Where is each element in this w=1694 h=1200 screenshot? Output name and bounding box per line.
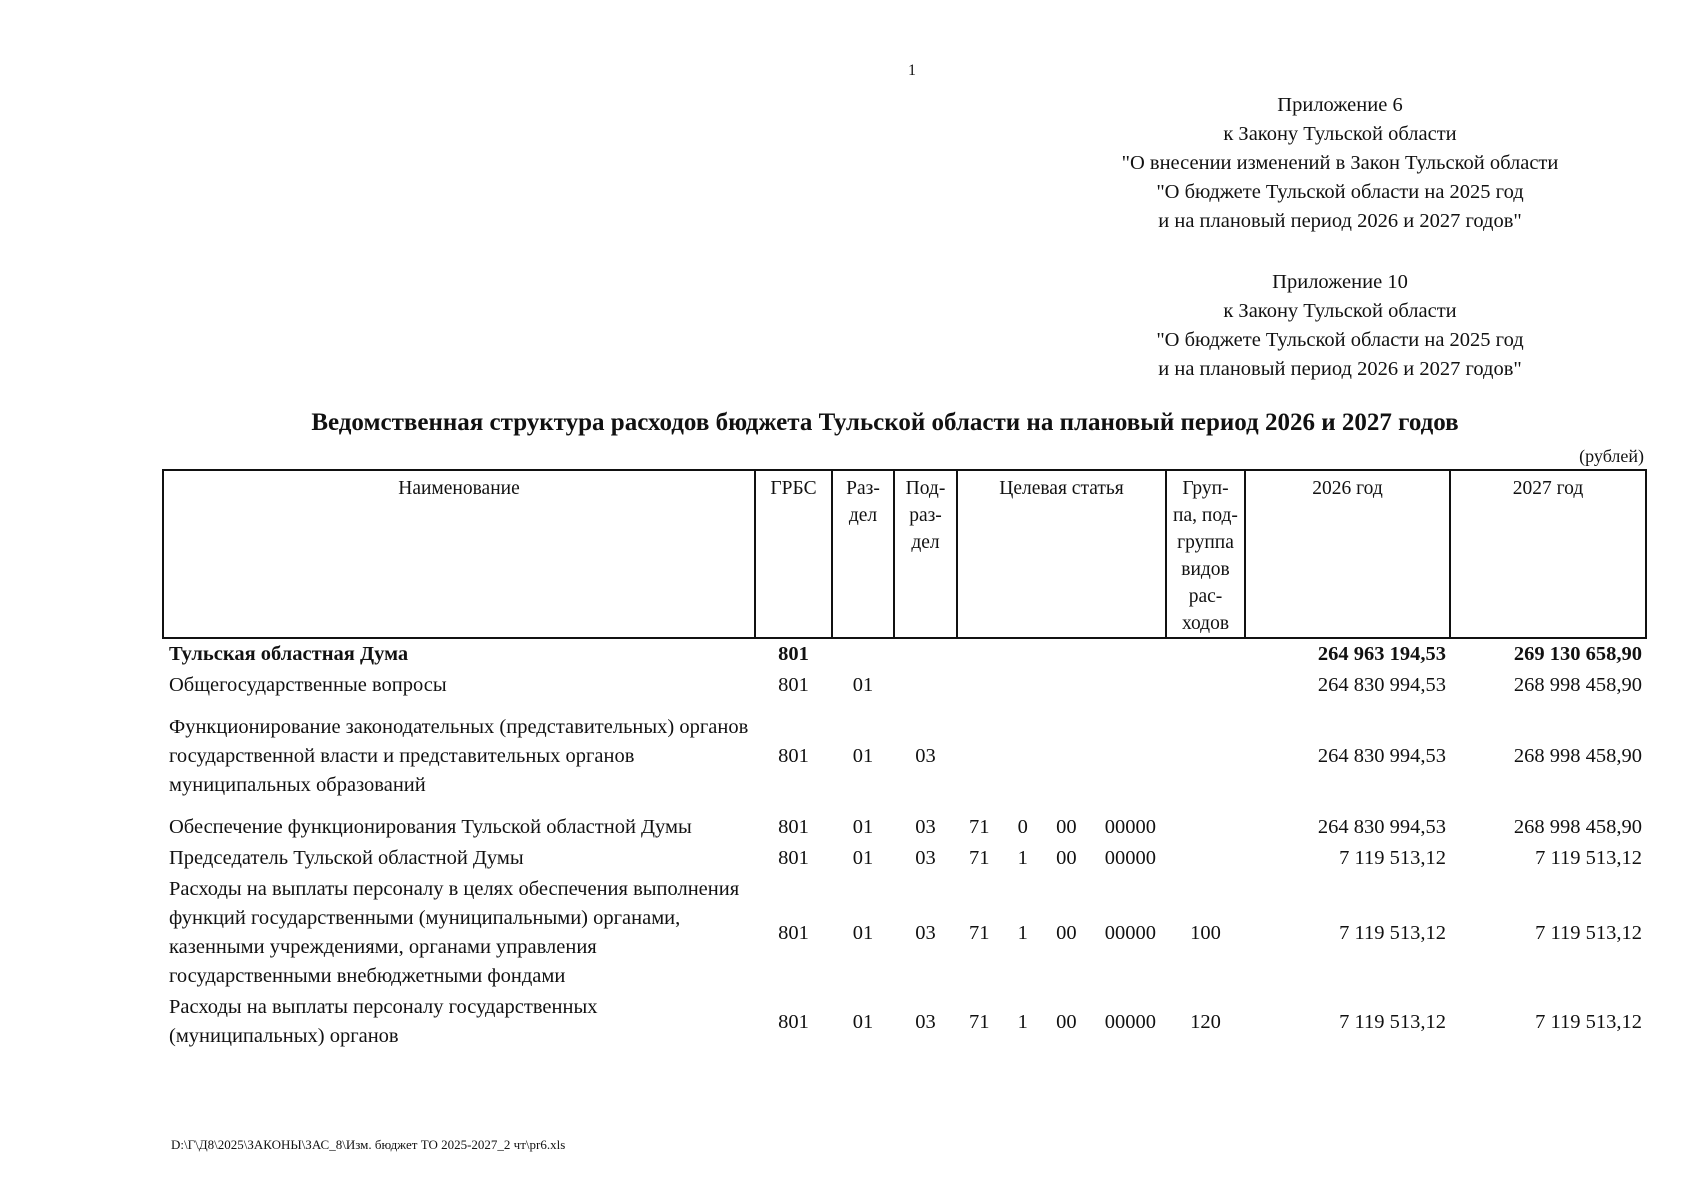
row-name: Расходы на выплаты персоналу государственных (муниципальных) органов bbox=[169, 996, 598, 1047]
table-row bbox=[163, 670, 1646, 701]
row-2027: 7 119 513,12 bbox=[1535, 921, 1642, 944]
row-2026: 7 119 513,12 bbox=[1339, 1010, 1446, 1033]
table-row bbox=[163, 638, 1646, 670]
row-2026: 264 830 994,53 bbox=[1317, 816, 1446, 838]
row-2026: 264 830 994,53 bbox=[1317, 745, 1446, 767]
row-2026: 264 830 994,53 bbox=[1317, 674, 1446, 696]
header-expense-group: Груп- па, под- группа видов рас- ходов bbox=[1166, 470, 1245, 638]
row-target-article: 71 0 00 00000 bbox=[969, 816, 1156, 838]
row-target-article bbox=[957, 701, 1166, 812]
row-podrazdel: 03 bbox=[915, 921, 936, 944]
row-grbs: 801 bbox=[778, 921, 809, 944]
header-target-article: Целевая статья bbox=[957, 470, 1166, 638]
annex-6-line: Приложение 6 bbox=[1277, 94, 1403, 116]
row-razdel: 01 bbox=[852, 847, 874, 869]
header-2027: 2027 год bbox=[1450, 470, 1646, 638]
header-razdel: Раз- дел bbox=[832, 470, 894, 638]
header-2026: 2026 год bbox=[1245, 470, 1450, 638]
row-group bbox=[1166, 812, 1245, 843]
row-razdel: 01 bbox=[852, 674, 874, 696]
table-row bbox=[163, 812, 1646, 843]
row-podrazdel bbox=[894, 670, 957, 701]
row-grbs: 801 bbox=[778, 816, 809, 838]
document-title: Ведомственная структура расходов бюджета Тульской области на плановый период 2026 и 2027 годов bbox=[311, 409, 1459, 436]
annex-10-line: к Закону Тульской области bbox=[1223, 300, 1457, 322]
row-grbs: 801 bbox=[778, 674, 809, 696]
row-razdel: 01 bbox=[852, 745, 874, 767]
row-2027: 269 130 658,90 bbox=[1513, 643, 1642, 665]
row-podrazdel: 03 bbox=[915, 1010, 936, 1033]
row-grbs: 801 bbox=[778, 745, 809, 767]
row-grbs: 801 bbox=[778, 1010, 809, 1033]
row-podrazdel: 03 bbox=[915, 847, 936, 869]
row-razdel bbox=[832, 638, 894, 670]
annex-6-header bbox=[1080, 91, 1600, 236]
annex-6-line: "О внесении изменений в Закон Тульской области bbox=[1121, 152, 1559, 174]
budget-table bbox=[162, 469, 1647, 1052]
row-group: 100 bbox=[1190, 921, 1221, 944]
row-podrazdel: 03 bbox=[915, 745, 936, 767]
row-target-article: 71 1 00 00000 bbox=[969, 847, 1156, 869]
row-2026: 264 963 194,53 bbox=[1317, 643, 1446, 665]
row-2027: 268 998 458,90 bbox=[1513, 674, 1642, 696]
annex-10-line: и на плановый период 2026 и 2027 годов" bbox=[1158, 358, 1522, 380]
row-group bbox=[1166, 843, 1245, 874]
table-row bbox=[163, 874, 1646, 992]
row-target-article bbox=[957, 638, 1166, 670]
row-group bbox=[1166, 670, 1245, 701]
row-name: Обеспечение функционирования Тульской областной Думы bbox=[169, 816, 692, 838]
row-podrazdel bbox=[894, 638, 957, 670]
row-razdel: 01 bbox=[852, 1010, 874, 1033]
row-razdel: 01 bbox=[852, 921, 874, 944]
file-path-footer: D:\Г\Д8\2025\ЗАКОНЫ\ЗАС_8\Изм. бюджет ТО 2025-2027_2 чт\pr6.xls bbox=[171, 1137, 566, 1152]
annex-10-line: "О бюджете Тульской области на 2025 год bbox=[1156, 329, 1524, 351]
row-razdel: 01 bbox=[852, 816, 874, 838]
annex-6-line: "О бюджете Тульской области на 2025 год bbox=[1156, 181, 1524, 203]
row-target-article bbox=[957, 670, 1166, 701]
row-podrazdel: 03 bbox=[915, 816, 936, 838]
row-grbs: 801 bbox=[778, 847, 809, 869]
row-2027: 7 119 513,12 bbox=[1535, 1010, 1642, 1033]
table-header-row bbox=[163, 470, 1646, 638]
row-name: Общегосударственные вопросы bbox=[169, 674, 447, 696]
annex-10-line: Приложение 10 bbox=[1272, 271, 1408, 293]
table-row bbox=[163, 992, 1646, 1052]
row-name: Председатель Тульской областной Думы bbox=[169, 847, 524, 869]
row-group: 120 bbox=[1190, 1010, 1221, 1033]
row-target-article: 71 1 00 00000 bbox=[969, 921, 1156, 944]
row-name: Тульская областная Дума bbox=[169, 643, 409, 665]
units-label: (рублей) bbox=[1579, 446, 1644, 466]
table-row bbox=[163, 843, 1646, 874]
header-name: Наименование bbox=[163, 470, 755, 638]
row-grbs: 801 bbox=[778, 643, 809, 665]
row-group bbox=[1166, 638, 1245, 670]
annex-10-header bbox=[1090, 268, 1590, 384]
header-grbs: ГРБС bbox=[755, 470, 832, 638]
row-group bbox=[1166, 701, 1245, 812]
row-2027: 268 998 458,90 bbox=[1513, 816, 1642, 838]
row-2026: 7 119 513,12 bbox=[1339, 847, 1446, 869]
row-name: Расходы на выплаты персоналу в целях обеспечения выполнения функций государственными (муниципальными) органами, казенными учреждениями, органами управления государственными внебюджетными фондами bbox=[169, 878, 740, 987]
page-number: 1 bbox=[908, 62, 916, 79]
header-podrazdel: Под- раз- дел bbox=[894, 470, 957, 638]
annex-6-line: и на плановый период 2026 и 2027 годов" bbox=[1158, 210, 1522, 232]
row-2027: 7 119 513,12 bbox=[1535, 847, 1642, 869]
row-2027: 268 998 458,90 bbox=[1513, 745, 1642, 767]
row-2026: 7 119 513,12 bbox=[1339, 921, 1446, 944]
table-row bbox=[163, 701, 1646, 812]
annex-6-line: к Закону Тульской области bbox=[1223, 123, 1457, 145]
row-target-article: 71 1 00 00000 bbox=[969, 1010, 1156, 1033]
row-name: Функционирование законодательных (представительных) органов государственной власти и представительных органов муниципальных образований bbox=[169, 716, 749, 796]
